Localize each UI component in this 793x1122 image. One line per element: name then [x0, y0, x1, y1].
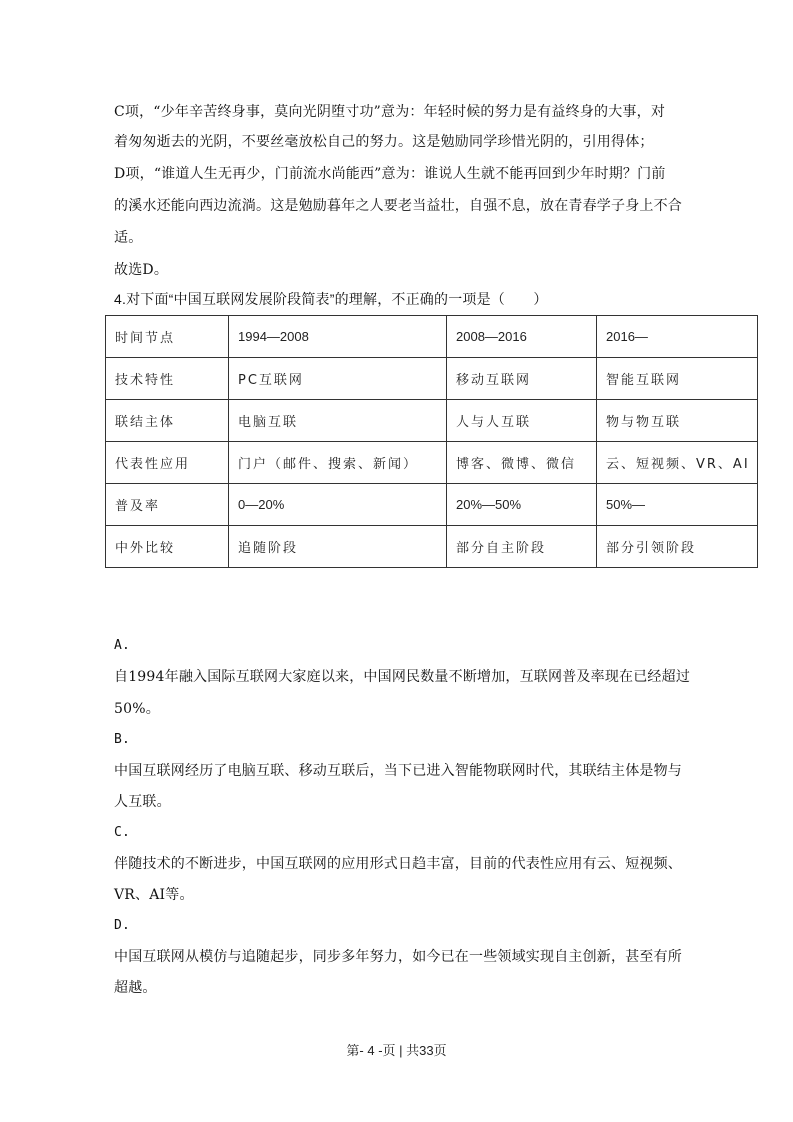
table-row — [106, 316, 758, 358]
table-cell: 2008—2016 — [447, 316, 597, 358]
answer-line: 故选D。 — [114, 262, 169, 278]
table-cell: 云、短视频、VR、AI — [597, 442, 758, 484]
explanation-line: C项，“少年辛苦终身事，莫向光阴堕寸功”意为：年轻时候的努力是有益终身的大事，对 — [114, 104, 666, 120]
row-header: 代表性应用 — [106, 442, 229, 484]
table-cell: 0—20% — [229, 484, 447, 526]
table-cell: 电脑互联 — [229, 400, 447, 442]
row-header: 技术特性 — [106, 358, 229, 400]
internet-stage-table — [105, 315, 758, 568]
option-text: 人互联。 — [114, 794, 171, 810]
table-row — [106, 526, 758, 568]
table-row — [106, 400, 758, 442]
table-cell: 部分自主阶段 — [447, 526, 597, 568]
option-label: D. — [114, 918, 131, 933]
row-header: 中外比较 — [106, 526, 229, 568]
explanation-line: 的溪水还能向西边流淌。这是勉励暮年之人要老当益壮，自强不息，放在青春学子身上不合 — [114, 198, 682, 214]
row-header: 联结主体 — [106, 400, 229, 442]
option-text: 中国互联网从模仿与追随起步，同步多年努力，如今已在一些领域实现自主创新，甚至有所 — [114, 949, 682, 965]
table-row — [106, 442, 758, 484]
table-cell: 部分引领阶段 — [597, 526, 758, 568]
option-text: 超越。 — [114, 980, 157, 996]
page-footer: 第- 4 -页 | 共33页 — [346, 1043, 447, 1058]
option-label: A. — [114, 638, 131, 653]
option-text: VR、AI等。 — [114, 887, 194, 903]
option-label: B. — [114, 732, 131, 747]
row-header: 时间节点 — [106, 316, 229, 358]
option-text: 自1994年融入国际互联网大家庭以来，中国网民数量不断增加，互联网普及率现在已经超过 — [114, 669, 691, 685]
table-cell: 门户（邮件、搜索、新闻） — [229, 442, 447, 484]
table-row — [106, 358, 758, 400]
table-row — [106, 484, 758, 526]
option-label: C. — [114, 825, 131, 840]
table-cell: 2016— — [597, 316, 758, 358]
table-cell: 智能互联网 — [597, 358, 758, 400]
table-cell: 博客、微博、微信 — [447, 442, 597, 484]
table-cell: 20%—50% — [447, 484, 597, 526]
row-header: 普及率 — [106, 484, 229, 526]
explanation-line: D项，“谁道人生无再少，门前流水尚能西”意为：谁说人生就不能再回到少年时期？门前 — [114, 166, 666, 182]
table-cell: 人与人互联 — [447, 400, 597, 442]
table-cell: PC互联网 — [229, 358, 447, 400]
question-stem: 4.对下面“中国互联网发展阶段简表”的理解，不正确的一项是（ ） — [114, 291, 548, 307]
option-text: 50%。 — [114, 701, 160, 717]
table-cell: 50%— — [597, 484, 758, 526]
table-cell: 1994—2008 — [229, 316, 447, 358]
option-text: 中国互联网经历了电脑互联、移动互联后，当下已进入智能物联网时代，其联结主体是物与 — [114, 763, 682, 779]
table-cell: 追随阶段 — [229, 526, 447, 568]
table-cell: 物与物互联 — [597, 400, 758, 442]
option-text: 伴随技术的不断进步，中国互联网的应用形式日趋丰富，目前的代表性应用有云、短视频、 — [114, 856, 682, 872]
explanation-line: 着匆匆逝去的光阴，不要丝毫放松自己的努力。这是勉励同学珍惜光阴的，引用得体； — [114, 134, 654, 150]
explanation-line: 适。 — [114, 230, 143, 246]
table-cell: 移动互联网 — [447, 358, 597, 400]
